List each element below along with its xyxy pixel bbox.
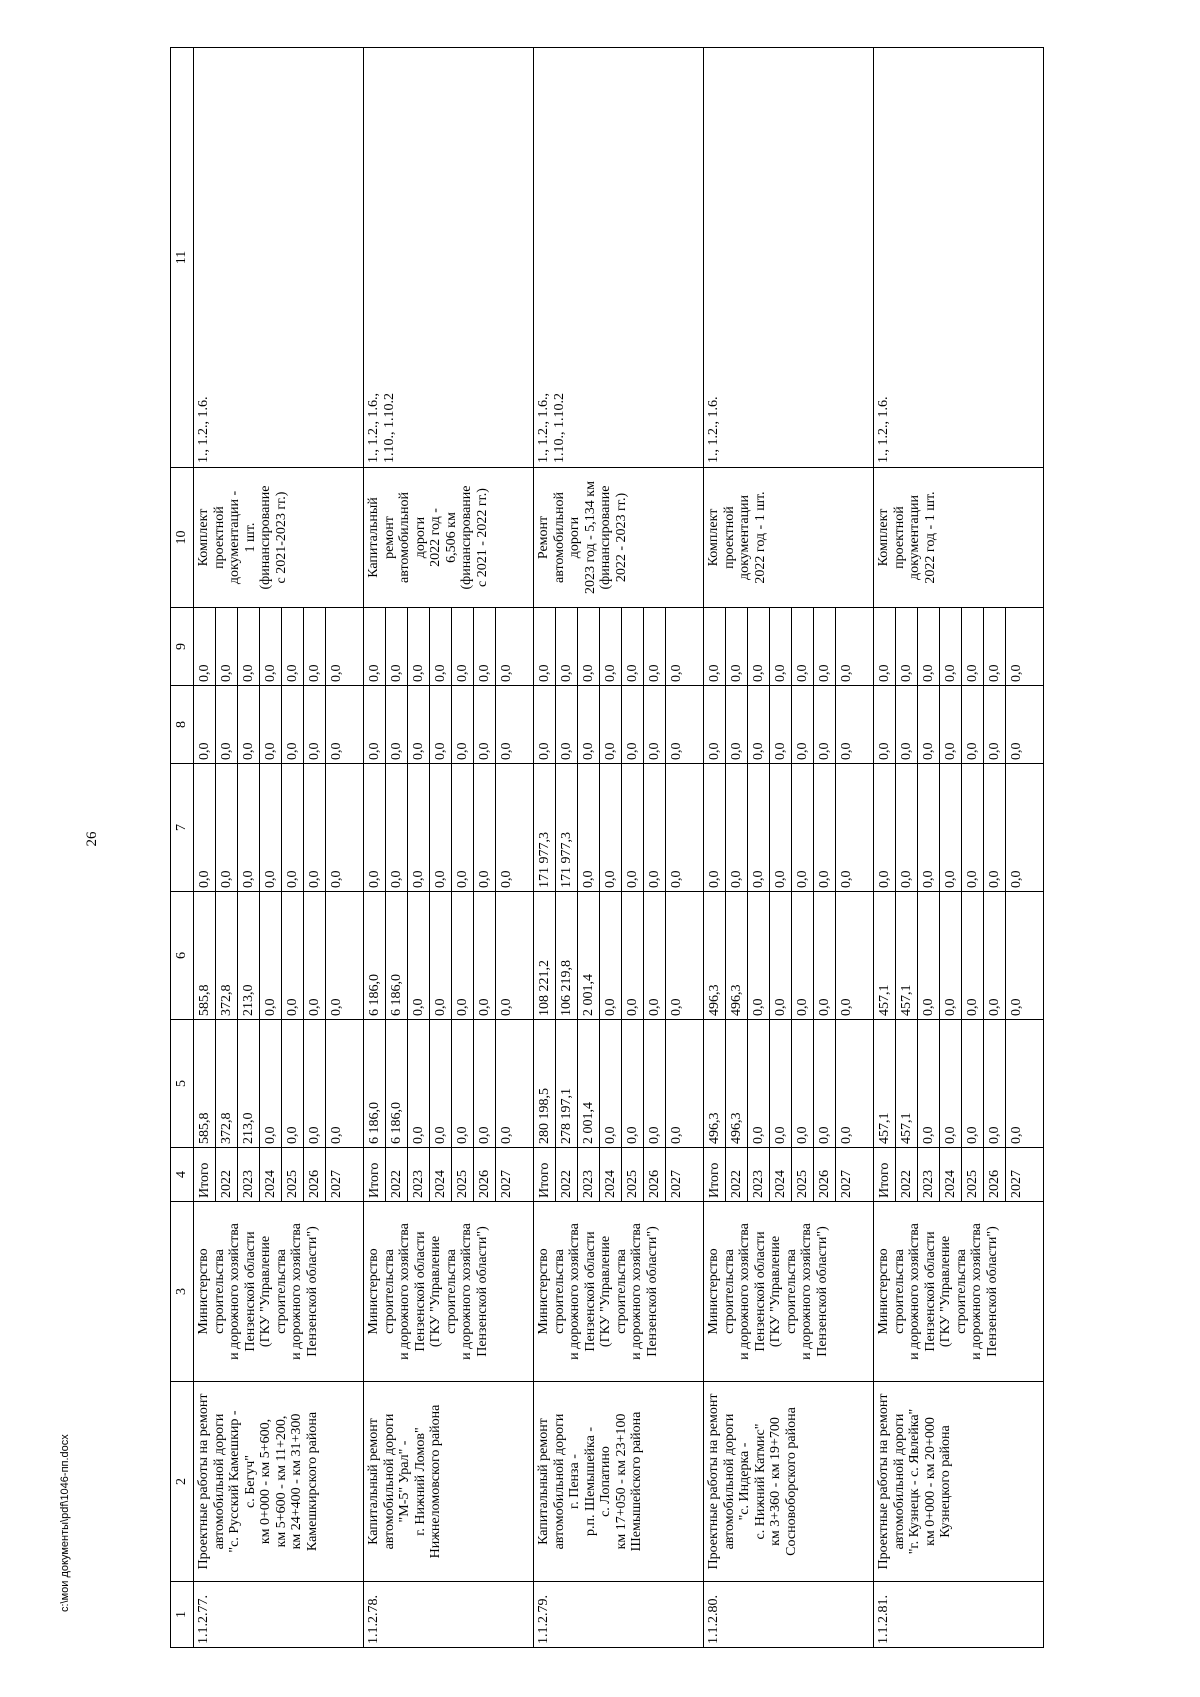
value-cell: 0,0 [770, 764, 792, 891]
value-cell: 0,0 [238, 764, 260, 891]
value-cell: 0,0 [918, 1020, 940, 1147]
value-cell: 0,0 [304, 608, 326, 685]
value-cell: 2022 [726, 1148, 748, 1201]
table-row [364, 48, 534, 1648]
value-cell: 0,0 [622, 892, 644, 1019]
value-cell: 278 197,1 [556, 1020, 578, 1147]
value-cell: 0,0 [940, 608, 962, 685]
value-cell: 0,0 [644, 686, 666, 763]
value-cell: 496,3 [726, 1020, 748, 1147]
indicator-codes: 1., 1.2., 1.6. [194, 48, 364, 468]
row-id: 1.1.2.80. [704, 1582, 874, 1648]
col6-values [704, 892, 874, 1020]
indicator-codes: 1., 1.2., 1.6., 1.10., 1.10.2 [364, 48, 534, 468]
value-cell: 0,0 [260, 608, 282, 685]
value-cell: 0,0 [748, 1020, 770, 1147]
value-cell: 2026 [814, 1148, 836, 1201]
value-cell: 2026 [984, 1148, 1006, 1201]
value-cell: 0,0 [430, 764, 452, 891]
value-cell: 0,0 [726, 686, 748, 763]
col9-values [874, 608, 1044, 686]
col8-values [364, 686, 534, 764]
value-cell: 0,0 [792, 892, 814, 1019]
value-cell: 0,0 [726, 764, 748, 891]
value-cell: 0,0 [874, 686, 896, 763]
value-cell: 171 977,3 [556, 764, 578, 891]
value-cell: 2027 [838, 1170, 854, 1198]
value-cell: 0,0 [962, 892, 984, 1019]
value-cell: 372,8 [216, 1020, 238, 1147]
value-cell: 0,0 [1008, 742, 1024, 760]
value-cell: 0,0 [792, 686, 814, 763]
value-cell: 0,0 [194, 608, 216, 685]
value-cell: 0,0 [452, 892, 474, 1019]
value-cell: 0,0 [622, 686, 644, 763]
value-cell: Итого [874, 1148, 896, 1201]
header-col-5: 5 [171, 1020, 194, 1148]
value-cell: 2023 [578, 1148, 600, 1201]
value-cell: 0,0 [474, 686, 496, 763]
value-cell: 0,0 [838, 870, 854, 888]
value-cell: 0,0 [282, 764, 304, 891]
value-cell: 0,0 [668, 664, 684, 682]
col7-values [194, 764, 364, 892]
value-cell: 0,0 [704, 686, 726, 763]
event-name: Капитальный ремонт автомобильной дороги "М-5" Урал" - г. Нижний Ломов" Нижнеломовского района [364, 1382, 534, 1582]
header-col-8: 8 [171, 686, 194, 764]
col6-values [534, 892, 704, 1020]
value-cell: 0,0 [644, 1020, 666, 1147]
value-cell: 0,0 [578, 608, 600, 685]
value-cell: 457,1 [896, 1020, 918, 1147]
value-cell: Итого [704, 1148, 726, 1201]
value-cell: 2025 [452, 1148, 474, 1201]
value-cell: 0,0 [600, 686, 622, 763]
value-cell: 0,0 [216, 764, 238, 891]
value-cell: 0,0 [328, 742, 344, 760]
value-cell: 457,1 [896, 892, 918, 1019]
value-cell: 106 219,8 [556, 892, 578, 1019]
value-cell: 0,0 [668, 870, 684, 888]
value-cell: 0,0 [498, 1126, 514, 1144]
value-cell: Итого [534, 1148, 556, 1201]
value-cell: 0,0 [918, 764, 940, 891]
value-cell: 496,3 [704, 1020, 726, 1147]
value-cell: 0,0 [748, 892, 770, 1019]
indicator-codes: 1., 1.2., 1.6. [704, 48, 874, 468]
header-col-2: 2 [171, 1382, 194, 1582]
indicator-codes: 1., 1.2., 1.6., 1.10., 1.10.2 [534, 48, 704, 468]
value-cell: 0,0 [896, 686, 918, 763]
value-cell: 0,0 [474, 892, 496, 1019]
value-cell: 2027 [1008, 1170, 1024, 1198]
col9-values [704, 608, 874, 686]
value-cell: 0,0 [386, 764, 408, 891]
value-cell: 0,0 [216, 608, 238, 685]
value-cell: 108 221,2 [534, 892, 556, 1019]
col9-values [534, 608, 704, 686]
value-cell: 0,0 [474, 608, 496, 685]
total-funding-values [874, 1020, 1044, 1148]
value-cell: 0,0 [408, 1020, 430, 1147]
col7-values [364, 764, 534, 892]
footer-file-path: c:\мои документы\pdf\1046-пп.docx [59, 1434, 71, 1612]
executor: Министерство строительства и дорожного хозяйства Пензенской области (ГКУ "Управление строительства и дорожного хозяйства Пензенской области") [364, 1202, 534, 1382]
value-cell: 2025 [282, 1148, 304, 1201]
value-cell: 0,0 [194, 764, 216, 891]
value-cell: 0,0 [814, 892, 836, 1019]
value-cell: 0,0 [896, 608, 918, 685]
year-list [534, 1148, 704, 1202]
value-cell: 0,0 [770, 1020, 792, 1147]
value-cell: 0,0 [792, 608, 814, 685]
value-cell: 0,0 [984, 686, 1006, 763]
value-cell: 457,1 [874, 892, 896, 1019]
value-cell: 0,0 [452, 608, 474, 685]
value-cell: 0,0 [918, 608, 940, 685]
expected-result: Комплект проектной документации - 1 шт. (финансирование с 2021-2023 гг.) [194, 468, 364, 608]
col9-values [364, 608, 534, 686]
value-cell: 0,0 [304, 686, 326, 763]
value-cell: 6 186,0 [364, 1020, 386, 1147]
year-list [364, 1148, 534, 1202]
value-cell: 0,0 [282, 608, 304, 685]
header-col-4: 4 [171, 1148, 194, 1202]
value-cell: 0,0 [498, 742, 514, 760]
page-number: 26 [84, 831, 100, 847]
header-col-3: 3 [171, 1202, 194, 1382]
expected-result: Ремонт автомобильной дороги 2023 год - 5,134 км (финансирование 2022 - 2023 гг.) [534, 468, 704, 608]
value-cell: 0,0 [962, 608, 984, 685]
header-col-10: 10 [171, 468, 194, 608]
value-cell: 280 198,5 [534, 1020, 556, 1147]
value-cell: 171 977,3 [534, 764, 556, 891]
value-cell: 372,8 [216, 892, 238, 1019]
value-cell: 2022 [386, 1148, 408, 1201]
value-cell: 6 186,0 [364, 892, 386, 1019]
rotated-table-wrapper [170, 48, 1100, 1648]
executor: Министерство строительства и дорожного хозяйства Пензенской области (ГКУ "Управление строительства и дорожного хозяйства Пензенской области") [194, 1202, 364, 1382]
value-cell: 0,0 [668, 998, 684, 1016]
value-cell: 0,0 [556, 686, 578, 763]
value-cell: 0,0 [452, 686, 474, 763]
table-row [704, 48, 874, 1648]
value-cell: 0,0 [704, 764, 726, 891]
value-cell: 0,0 [364, 686, 386, 763]
header-col-11: 11 [171, 48, 194, 468]
value-cell: 0,0 [430, 686, 452, 763]
value-cell: 0,0 [216, 686, 238, 763]
value-cell: 0,0 [498, 998, 514, 1016]
value-cell: 0,0 [644, 608, 666, 685]
value-cell: 0,0 [474, 1020, 496, 1147]
value-cell: 0,0 [644, 892, 666, 1019]
program-table [170, 47, 1044, 1648]
value-cell: 0,0 [622, 608, 644, 685]
value-cell: 2027 [328, 1170, 344, 1198]
row-id: 1.1.2.81. [874, 1582, 1044, 1648]
row-id: 1.1.2.77. [194, 1582, 364, 1648]
header-col-9: 9 [171, 608, 194, 686]
value-cell: 0,0 [364, 764, 386, 891]
value-cell: 0,0 [260, 892, 282, 1019]
value-cell: 0,0 [304, 764, 326, 891]
table-row [194, 48, 364, 1648]
value-cell: 2027 [668, 1170, 684, 1198]
table-body [194, 48, 1044, 1648]
col8-values [704, 686, 874, 764]
row-id: 1.1.2.78. [364, 1582, 534, 1648]
value-cell: 0,0 [814, 764, 836, 891]
value-cell: 0,0 [386, 686, 408, 763]
value-cell: 2024 [770, 1148, 792, 1201]
value-cell: Итого [194, 1148, 216, 1201]
value-cell: 0,0 [770, 892, 792, 1019]
value-cell: 0,0 [770, 608, 792, 685]
value-cell: 496,3 [704, 892, 726, 1019]
value-cell: 0,0 [260, 686, 282, 763]
value-cell: 0,0 [984, 1020, 1006, 1147]
value-cell: 457,1 [874, 1020, 896, 1147]
value-cell: 0,0 [534, 686, 556, 763]
executor: Министерство строительства и дорожного хозяйства Пензенской области (ГКУ "Управление строительства и дорожного хозяйства Пензенской области") [874, 1202, 1044, 1382]
value-cell: 0,0 [838, 742, 854, 760]
value-cell: 0,0 [238, 608, 260, 685]
value-cell: 2025 [962, 1148, 984, 1201]
value-cell: 0,0 [600, 1020, 622, 1147]
value-cell: 0,0 [770, 686, 792, 763]
value-cell: 6 186,0 [386, 1020, 408, 1147]
value-cell: 0,0 [430, 608, 452, 685]
year-list [704, 1148, 874, 1202]
value-cell: 0,0 [452, 1020, 474, 1147]
value-cell: 0,0 [940, 892, 962, 1019]
event-name: Капитальный ремонт автомобильной дороги г. Пенза - р.п. Шемышейка - с. Лопатино км 17+050 - км 23+100 Шемышейского района [534, 1382, 704, 1582]
value-cell: 585,8 [194, 1020, 216, 1147]
header-col-1: 1 [171, 1582, 194, 1648]
value-cell: 2027 [498, 1170, 514, 1198]
indicator-codes: 1., 1.2., 1.6. [874, 48, 1044, 468]
col6-values [874, 892, 1044, 1020]
col8-values [874, 686, 1044, 764]
value-cell: 0,0 [282, 892, 304, 1019]
value-cell: 0,0 [600, 608, 622, 685]
total-funding-values [704, 1020, 874, 1148]
value-cell: 6 186,0 [386, 892, 408, 1019]
value-cell: 0,0 [668, 742, 684, 760]
value-cell: 0,0 [644, 764, 666, 891]
value-cell: 0,0 [556, 608, 578, 685]
value-cell: 0,0 [792, 764, 814, 891]
value-cell: 0,0 [962, 764, 984, 891]
value-cell: 0,0 [238, 686, 260, 763]
year-list [194, 1148, 364, 1202]
value-cell: 0,0 [918, 686, 940, 763]
value-cell: 213,0 [238, 1020, 260, 1147]
value-cell: 0,0 [622, 764, 644, 891]
value-cell: 0,0 [386, 608, 408, 685]
value-cell: 0,0 [282, 1020, 304, 1147]
value-cell: 0,0 [600, 764, 622, 891]
value-cell: 2026 [304, 1148, 326, 1201]
header-col-6: 6 [171, 892, 194, 1020]
value-cell: 0,0 [984, 892, 1006, 1019]
value-cell: 2024 [260, 1148, 282, 1201]
total-funding-values [534, 1020, 704, 1148]
value-cell: 0,0 [304, 1020, 326, 1147]
value-cell: 2026 [644, 1148, 666, 1201]
value-cell: 2026 [474, 1148, 496, 1201]
value-cell: 0,0 [328, 664, 344, 682]
value-cell: 0,0 [1008, 870, 1024, 888]
value-cell: Итого [364, 1148, 386, 1201]
value-cell: 0,0 [874, 764, 896, 891]
col8-values [194, 686, 364, 764]
value-cell: 0,0 [194, 686, 216, 763]
value-cell: 2022 [896, 1148, 918, 1201]
header-col-7: 7 [171, 764, 194, 892]
value-cell: 0,0 [282, 686, 304, 763]
value-cell: 0,0 [578, 686, 600, 763]
value-cell: 0,0 [896, 764, 918, 891]
value-cell: 2023 [918, 1148, 940, 1201]
value-cell: 0,0 [748, 764, 770, 891]
value-cell: 0,0 [838, 1126, 854, 1144]
col7-values [874, 764, 1044, 892]
value-cell: 0,0 [600, 892, 622, 1019]
value-cell: 0,0 [260, 764, 282, 891]
col6-values [194, 892, 364, 1020]
total-funding-values [194, 1020, 364, 1148]
value-cell: 0,0 [814, 686, 836, 763]
event-name: Проектные работы на ремонт автомобильной дороги "г. Кузнецк - с. Явлейка" км 0+000 - км 20+000 Кузнецкого района [874, 1382, 1044, 1582]
value-cell: 0,0 [984, 764, 1006, 891]
value-cell: 0,0 [1008, 664, 1024, 682]
column-number-header [171, 48, 194, 1648]
expected-result: Комплект проектной документации 2022 год - 1 шт. [874, 468, 1044, 608]
value-cell: 2025 [622, 1148, 644, 1201]
value-cell: 0,0 [962, 1020, 984, 1147]
value-cell: 0,0 [408, 764, 430, 891]
value-cell: 0,0 [940, 686, 962, 763]
value-cell: 0,0 [874, 608, 896, 685]
value-cell: 0,0 [704, 608, 726, 685]
value-cell: 0,0 [748, 608, 770, 685]
value-cell: 585,8 [194, 892, 216, 1019]
value-cell: 2024 [600, 1148, 622, 1201]
value-cell: 0,0 [668, 1126, 684, 1144]
table-row [874, 48, 1044, 1648]
value-cell: 0,0 [304, 892, 326, 1019]
value-cell: 2022 [556, 1148, 578, 1201]
value-cell: 0,0 [452, 764, 474, 891]
value-cell: 0,0 [918, 892, 940, 1019]
executor: Министерство строительства и дорожного хозяйства Пензенской области (ГКУ "Управление строительства и дорожного хозяйства Пензенской области") [534, 1202, 704, 1382]
value-cell: 0,0 [328, 870, 344, 888]
value-cell: 0,0 [408, 686, 430, 763]
value-cell: 0,0 [474, 764, 496, 891]
value-cell: 0,0 [578, 764, 600, 891]
value-cell: 0,0 [940, 1020, 962, 1147]
value-cell: 0,0 [498, 870, 514, 888]
value-cell: 0,0 [260, 1020, 282, 1147]
expected-result: Капитальный ремонт автомобильной дороги 2022 год - 6,506 км (финансирование с 2021 - 2022 гг.) [364, 468, 534, 608]
value-cell: 2 001,4 [578, 892, 600, 1019]
value-cell: 2023 [408, 1148, 430, 1201]
value-cell: 0,0 [838, 664, 854, 682]
year-list [874, 1148, 1044, 1202]
value-cell: 0,0 [430, 892, 452, 1019]
col7-values [534, 764, 704, 892]
value-cell: 0,0 [1008, 998, 1024, 1016]
value-cell: 0,0 [984, 608, 1006, 685]
value-cell: 2025 [792, 1148, 814, 1201]
value-cell: 0,0 [408, 608, 430, 685]
value-cell: 213,0 [238, 892, 260, 1019]
value-cell: 2022 [216, 1148, 238, 1201]
value-cell: 0,0 [726, 608, 748, 685]
value-cell: 0,0 [838, 998, 854, 1016]
value-cell: 0,0 [622, 1020, 644, 1147]
value-cell: 0,0 [408, 892, 430, 1019]
value-cell: 0,0 [430, 1020, 452, 1147]
value-cell: 2023 [238, 1148, 260, 1201]
col8-values [534, 686, 704, 764]
executor: Министерство строительства и дорожного хозяйства Пензенской области (ГКУ "Управление строительства и дорожного хозяйства Пензенской области") [704, 1202, 874, 1382]
value-cell: 496,3 [726, 892, 748, 1019]
value-cell: 2024 [430, 1148, 452, 1201]
value-cell: 0,0 [498, 664, 514, 682]
value-cell: 0,0 [814, 1020, 836, 1147]
col6-values [364, 892, 534, 1020]
value-cell: 0,0 [1008, 1126, 1024, 1144]
row-id: 1.1.2.79. [534, 1582, 704, 1648]
value-cell: 0,0 [940, 764, 962, 891]
expected-result: Комплект проектной документации 2022 год - 1 шт. [704, 468, 874, 608]
table-row [534, 48, 704, 1648]
event-name: Проектные работы на ремонт автомобильной дороги "с. Русский Камешкир - с. Бегуч" км 0+000 - км 5+600, км 5+600 - км 11+200, км 24+400 - км 31+300 Камешкирского района [194, 1382, 364, 1582]
value-cell: 0,0 [364, 608, 386, 685]
event-name: Проектные работы на ремонт автомобильной дороги "с. Индерка - с. Нижний Катмис" км 3+360 - км 19+700 Сосновоборского района [704, 1382, 874, 1582]
value-cell: 0,0 [962, 686, 984, 763]
value-cell: 0,0 [792, 1020, 814, 1147]
value-cell: 2023 [748, 1148, 770, 1201]
value-cell: 2024 [940, 1148, 962, 1201]
value-cell: 0,0 [328, 998, 344, 1016]
value-cell: 2 001,4 [578, 1020, 600, 1147]
value-cell: 0,0 [814, 608, 836, 685]
col7-values [704, 764, 874, 892]
value-cell: 0,0 [534, 608, 556, 685]
value-cell: 0,0 [328, 1126, 344, 1144]
value-cell: 0,0 [748, 686, 770, 763]
col9-values [194, 608, 364, 686]
total-funding-values [364, 1020, 534, 1148]
